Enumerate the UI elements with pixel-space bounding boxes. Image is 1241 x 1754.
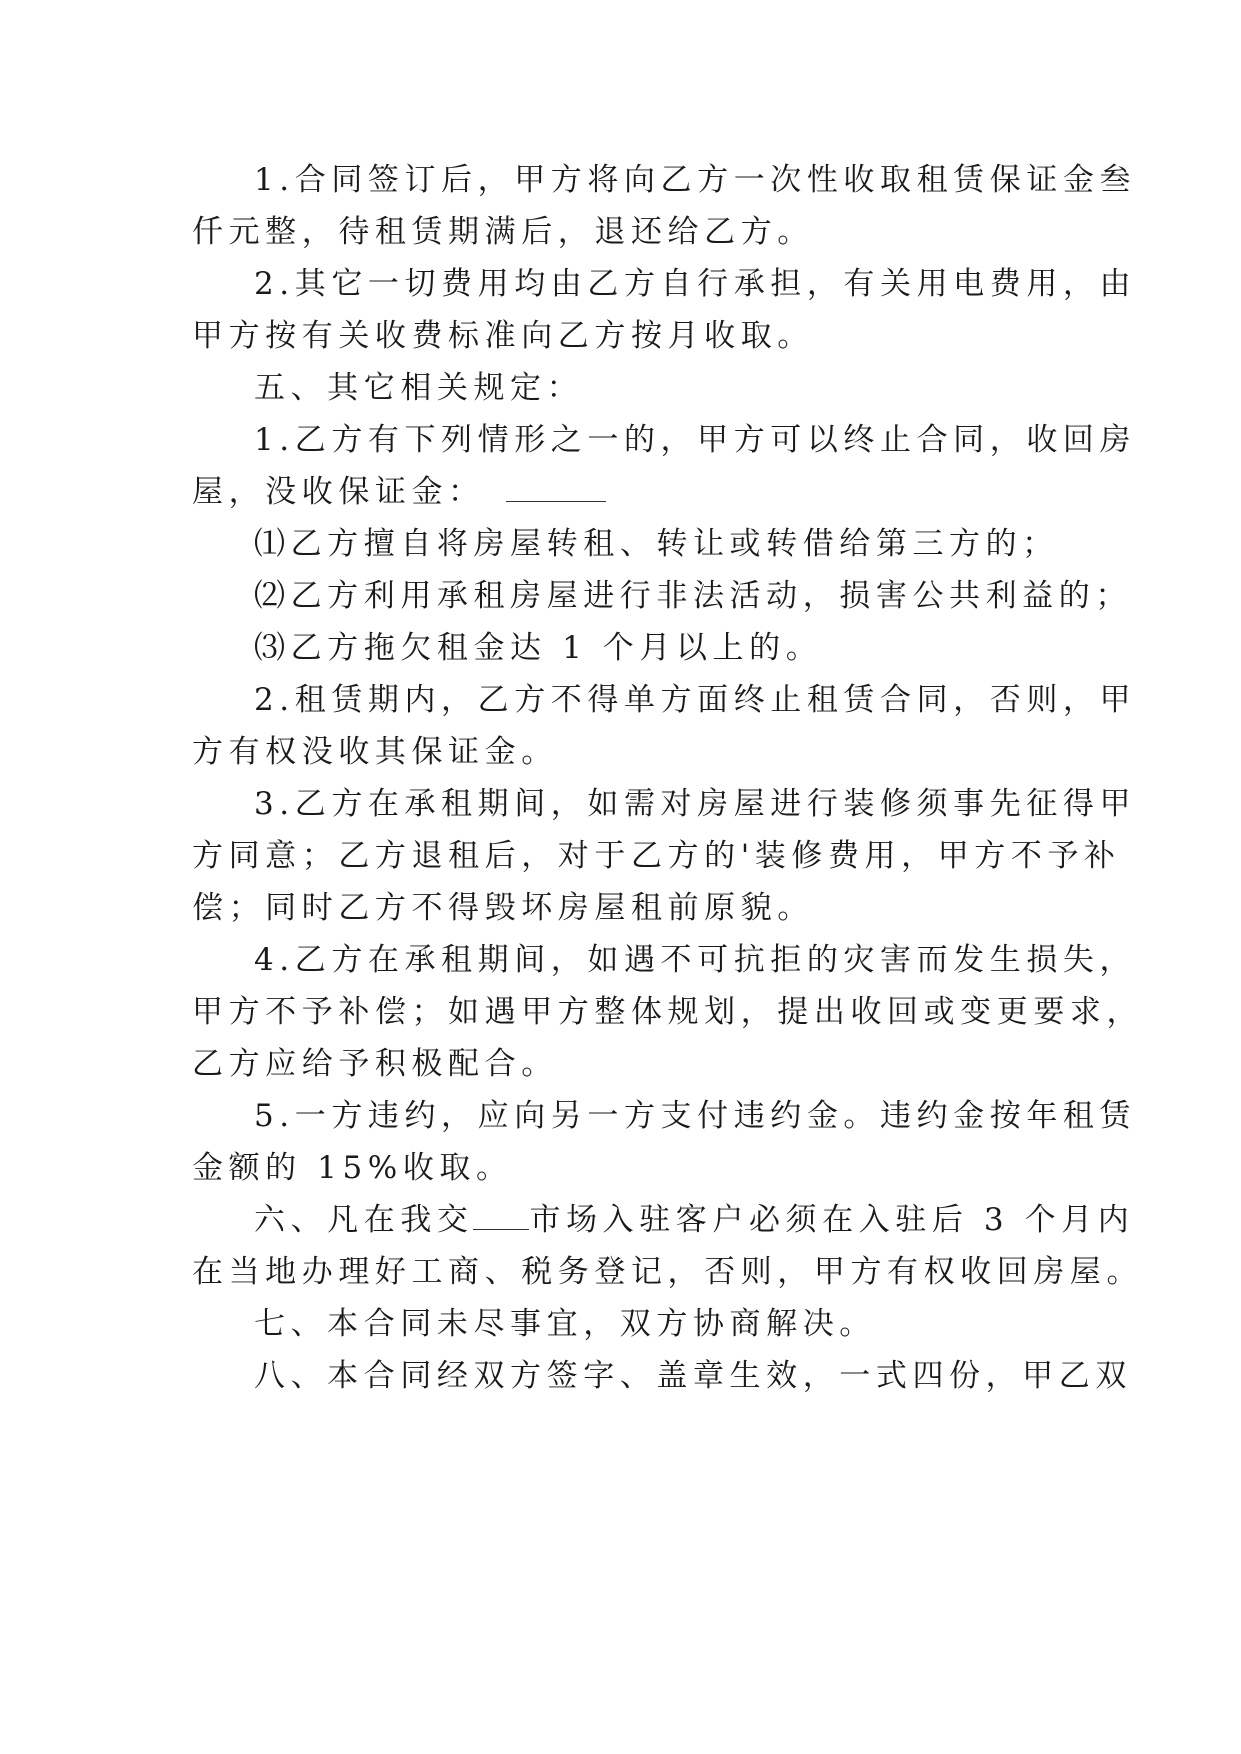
text-line: 七、本合同未尽事宜，双方协商解决。 <box>254 1306 876 1342</box>
text-segment: 六、凡在我交 <box>254 1202 474 1238</box>
text-line: 方同意；乙方退租后，对于乙方的'装修费用，甲方不予补 <box>192 838 1121 874</box>
text-line: 仟元整，待租赁期满后，退还给乙方。 <box>192 214 814 250</box>
text-line: 在当地办理好工商、税务登记，否则，甲方有权收回房屋。 <box>192 1254 1144 1290</box>
text-line: 乙方应给予积极配合。 <box>192 1046 558 1082</box>
text-line: 偿；同时乙方不得毁坏房屋租前原貌。 <box>192 890 814 926</box>
text-line: 3.乙方在承租期间，如需对房屋进行装修须事先征得甲 <box>254 786 1137 822</box>
text-line: 4.乙方在承租期间，如遇不可抗拒的灾害而发生损失， <box>254 942 1137 978</box>
text-segment: 市场入驻客户必须在入驻后 3 个月内 <box>529 1202 1135 1238</box>
text-line: 八、本合同经双方签字、盖章生效，一式四份，甲乙双 <box>254 1358 1132 1394</box>
text-line: 1.合同签订后，甲方将向乙方一次性收取租赁保证金叁 <box>254 162 1137 198</box>
list-item: ⑶乙方拖欠租金达 1 个月以上的。 <box>254 630 823 666</box>
text-line: 方有权没收其保证金。 <box>192 734 558 770</box>
text-line-with-blank <box>192 472 606 512</box>
list-item: ⑵乙方利用承租房屋进行非法活动，损害公共利益的； <box>254 578 1132 614</box>
fill-in-blank <box>473 1203 529 1230</box>
text-line: 甲方不予补偿；如遇甲方整体规划，提出收回或变更要求， <box>192 994 1144 1030</box>
text-line-with-blank <box>254 1200 1134 1240</box>
text-line: 2.租赁期内，乙方不得单方面终止租赁合同，否则，甲 <box>254 682 1137 718</box>
text-line: 2.其它一切费用均由乙方自行承担，有关用电费用，由 <box>254 266 1137 302</box>
text-line: 5.一方违约，应向另一方支付违约金。违约金按年租赁 <box>254 1098 1137 1134</box>
text-line: 1.乙方有下列情形之一的，甲方可以终止合同，收回房 <box>254 422 1137 458</box>
text-segment: 屋，没收保证金： <box>192 474 485 510</box>
fill-in-blank <box>506 475 606 502</box>
text-line: 甲方按有关收费标准向乙方按月收取。 <box>192 318 814 354</box>
text-line: 金额的 15%收取。 <box>192 1150 513 1186</box>
section-heading: 五、其它相关规定： <box>254 370 584 406</box>
list-item: ⑴乙方擅自将房屋转租、转让或转借给第三方的； <box>254 526 1059 562</box>
